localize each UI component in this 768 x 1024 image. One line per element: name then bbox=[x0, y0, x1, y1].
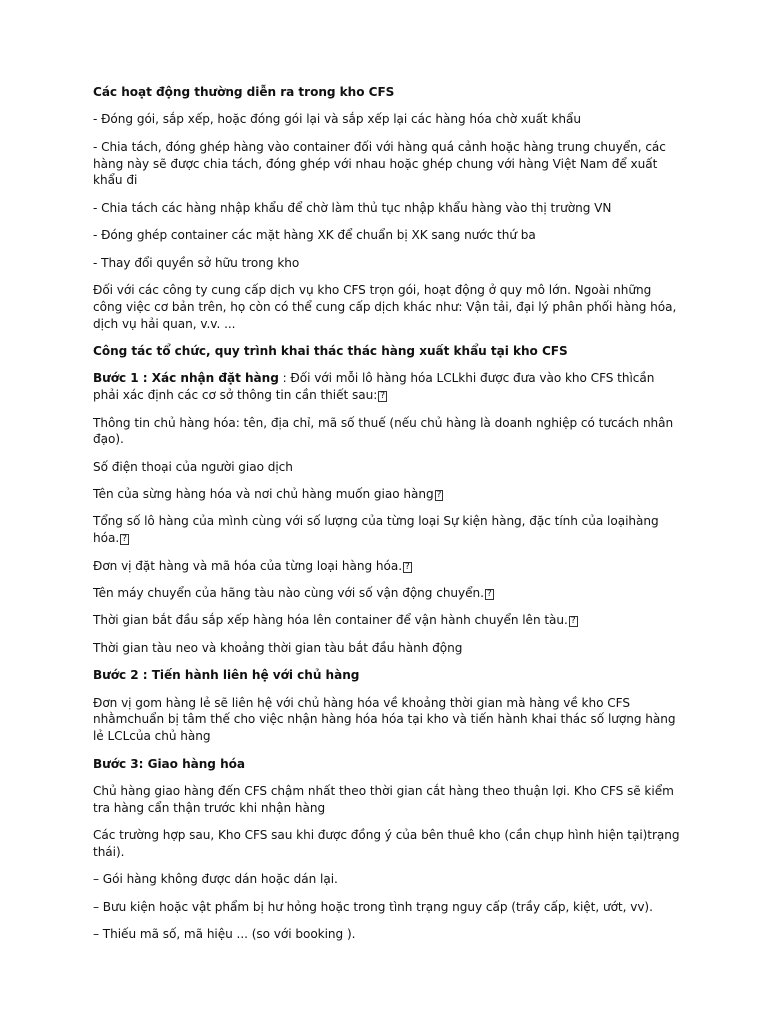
bullet-splitting: - Chia tách, đóng ghép hàng vào container đối với hàng quá cảnh hoặc hàng trung chuyển, các hàng này sẽ được chia tách, đóng ghép với nhau hoặc ghép chung với hàng Việt Nam để xuất khẩu đi bbox=[93, 139, 666, 188]
info-anchor-time: Thời gian tàu neo và khoảng thời gian tàu bắt đầu hành động bbox=[93, 640, 463, 655]
info-total-lots-text: Tổng số lô hàng của mình cùng với số lượng của từng loại Sự kiện hàng, đặc tính của loạihàng hóa. bbox=[93, 514, 659, 546]
step-3-text: Chủ hàng giao hàng đến CFS chậm nhất theo thời gian cắt hàng theo thuận lợi. Kho CFS sẽ kiểm tra hàng cẩn thận trước khi nhận hàng bbox=[93, 783, 674, 815]
missing-glyph-icon: ? bbox=[122, 534, 127, 545]
case-damaged: – Bưu kiện hoặc vật phẩm bị hư hỏng hoặc trong tình trạng nguy cấp (trầy cấp, kiệt, ướt, vv). bbox=[93, 899, 653, 914]
case-missing-code: – Thiếu mã số, mã hiệu ... (so với booking ). bbox=[93, 927, 356, 942]
info-phone: Số điện thoại của người giao dịch bbox=[93, 459, 293, 474]
case-unsealed: – Gói hàng không được dán hoặc dán lại. bbox=[93, 872, 338, 887]
missing-glyph-icon: ? bbox=[486, 589, 492, 600]
step-1-paragraph bbox=[93, 370, 683, 404]
document-body bbox=[93, 84, 683, 954]
paragraph-cases: Các trường hợp sau, Kho CFS sau khi được đồng ý của bên thuê kho (cần chụp hình hiện tại)trạng thái). bbox=[93, 828, 680, 859]
info-order-unit bbox=[93, 558, 683, 575]
info-total-lots bbox=[93, 513, 683, 547]
info-vessel-text: Tên máy chuyển của hãng tàu nào cùng với số vận động chuyển. bbox=[93, 586, 484, 601]
step-2-text: Đơn vị gom hàng lẻ sẽ liên hệ với chủ hàng hóa về khoảng thời gian mà hàng về kho CFS nhằmchuẩn bị tâm thế cho việc nhận hàng hóa hóa tại kho và tiến hành khai thác số lượng hàng lẻ LCLcủa chủ hàng bbox=[93, 695, 676, 744]
info-goods-name bbox=[93, 486, 683, 503]
step-3-title: Bước 3: Giao hàng hóa bbox=[93, 756, 246, 771]
step-1-text: : Đối với mỗi lô hàng hóa LCLkhi được đưa vào kho CFS thìcần phải xác định các cơ sở thông tin cần thiết sau: bbox=[93, 371, 655, 403]
missing-glyph-icon: ? bbox=[405, 561, 410, 572]
bullet-import-split: - Chia tách các hàng nhập khẩu để chờ làm thủ tục nhập khẩu hàng vào thị trường VN bbox=[93, 200, 612, 215]
paragraph-full-service: Đối với các công ty cung cấp dịch vụ kho CFS trọn gói, hoạt động ở quy mô lớn. Ngoài những công việc cơ bản trên, họ còn có thể cung cấp dịch khác như: Vận tải, đại lý phân phối hàng hóa, dịch vụ hải quan, v.v. ... bbox=[93, 282, 677, 331]
step-2-title: Bước 2 : Tiến hành liên hệ với chủ hàng bbox=[93, 668, 360, 683]
info-loading-time bbox=[93, 612, 683, 629]
info-vessel bbox=[93, 585, 683, 602]
heading-cfs-activities: Các hoạt động thường diễn ra trong kho CFS bbox=[93, 85, 395, 99]
bullet-container-consolidation: - Đóng ghép container các mặt hàng XK để chuẩn bị XK sang nước thứ ba bbox=[93, 228, 536, 243]
info-order-unit-text: Đơn vị đặt hàng và mã hóa của từng loại hàng hóa. bbox=[93, 558, 403, 573]
info-goods-name-text: Tên của sừng hàng hóa và nơi chủ hàng muốn giao hàng bbox=[93, 487, 434, 502]
missing-glyph-icon: ? bbox=[380, 391, 385, 402]
missing-glyph-icon: ? bbox=[570, 616, 576, 627]
bullet-packing: - Đóng gói, sắp xếp, hoặc đóng gói lại và sắp xếp lại các hàng hóa chờ xuất khẩu bbox=[93, 112, 581, 127]
step-1-title: Bước 1 : Xác nhận đặt hàng bbox=[93, 371, 279, 386]
info-owner: Thông tin chủ hàng hóa: tên, địa chỉ, mã số thuế (nếu chủ hàng là doanh nghiệp có tưcách nhân đạo). bbox=[93, 415, 674, 447]
missing-glyph-icon: ? bbox=[436, 490, 442, 501]
heading-export-process: Công tác tổ chức, quy trình khai thác thác hàng xuất khẩu tại kho CFS bbox=[93, 343, 568, 358]
info-loading-time-text: Thời gian bắt đầu sắp xếp hàng hóa lên container để vận hành chuyển lên tàu. bbox=[93, 613, 568, 628]
bullet-ownership: - Thay đổi quyền sở hữu trong kho bbox=[93, 255, 300, 270]
